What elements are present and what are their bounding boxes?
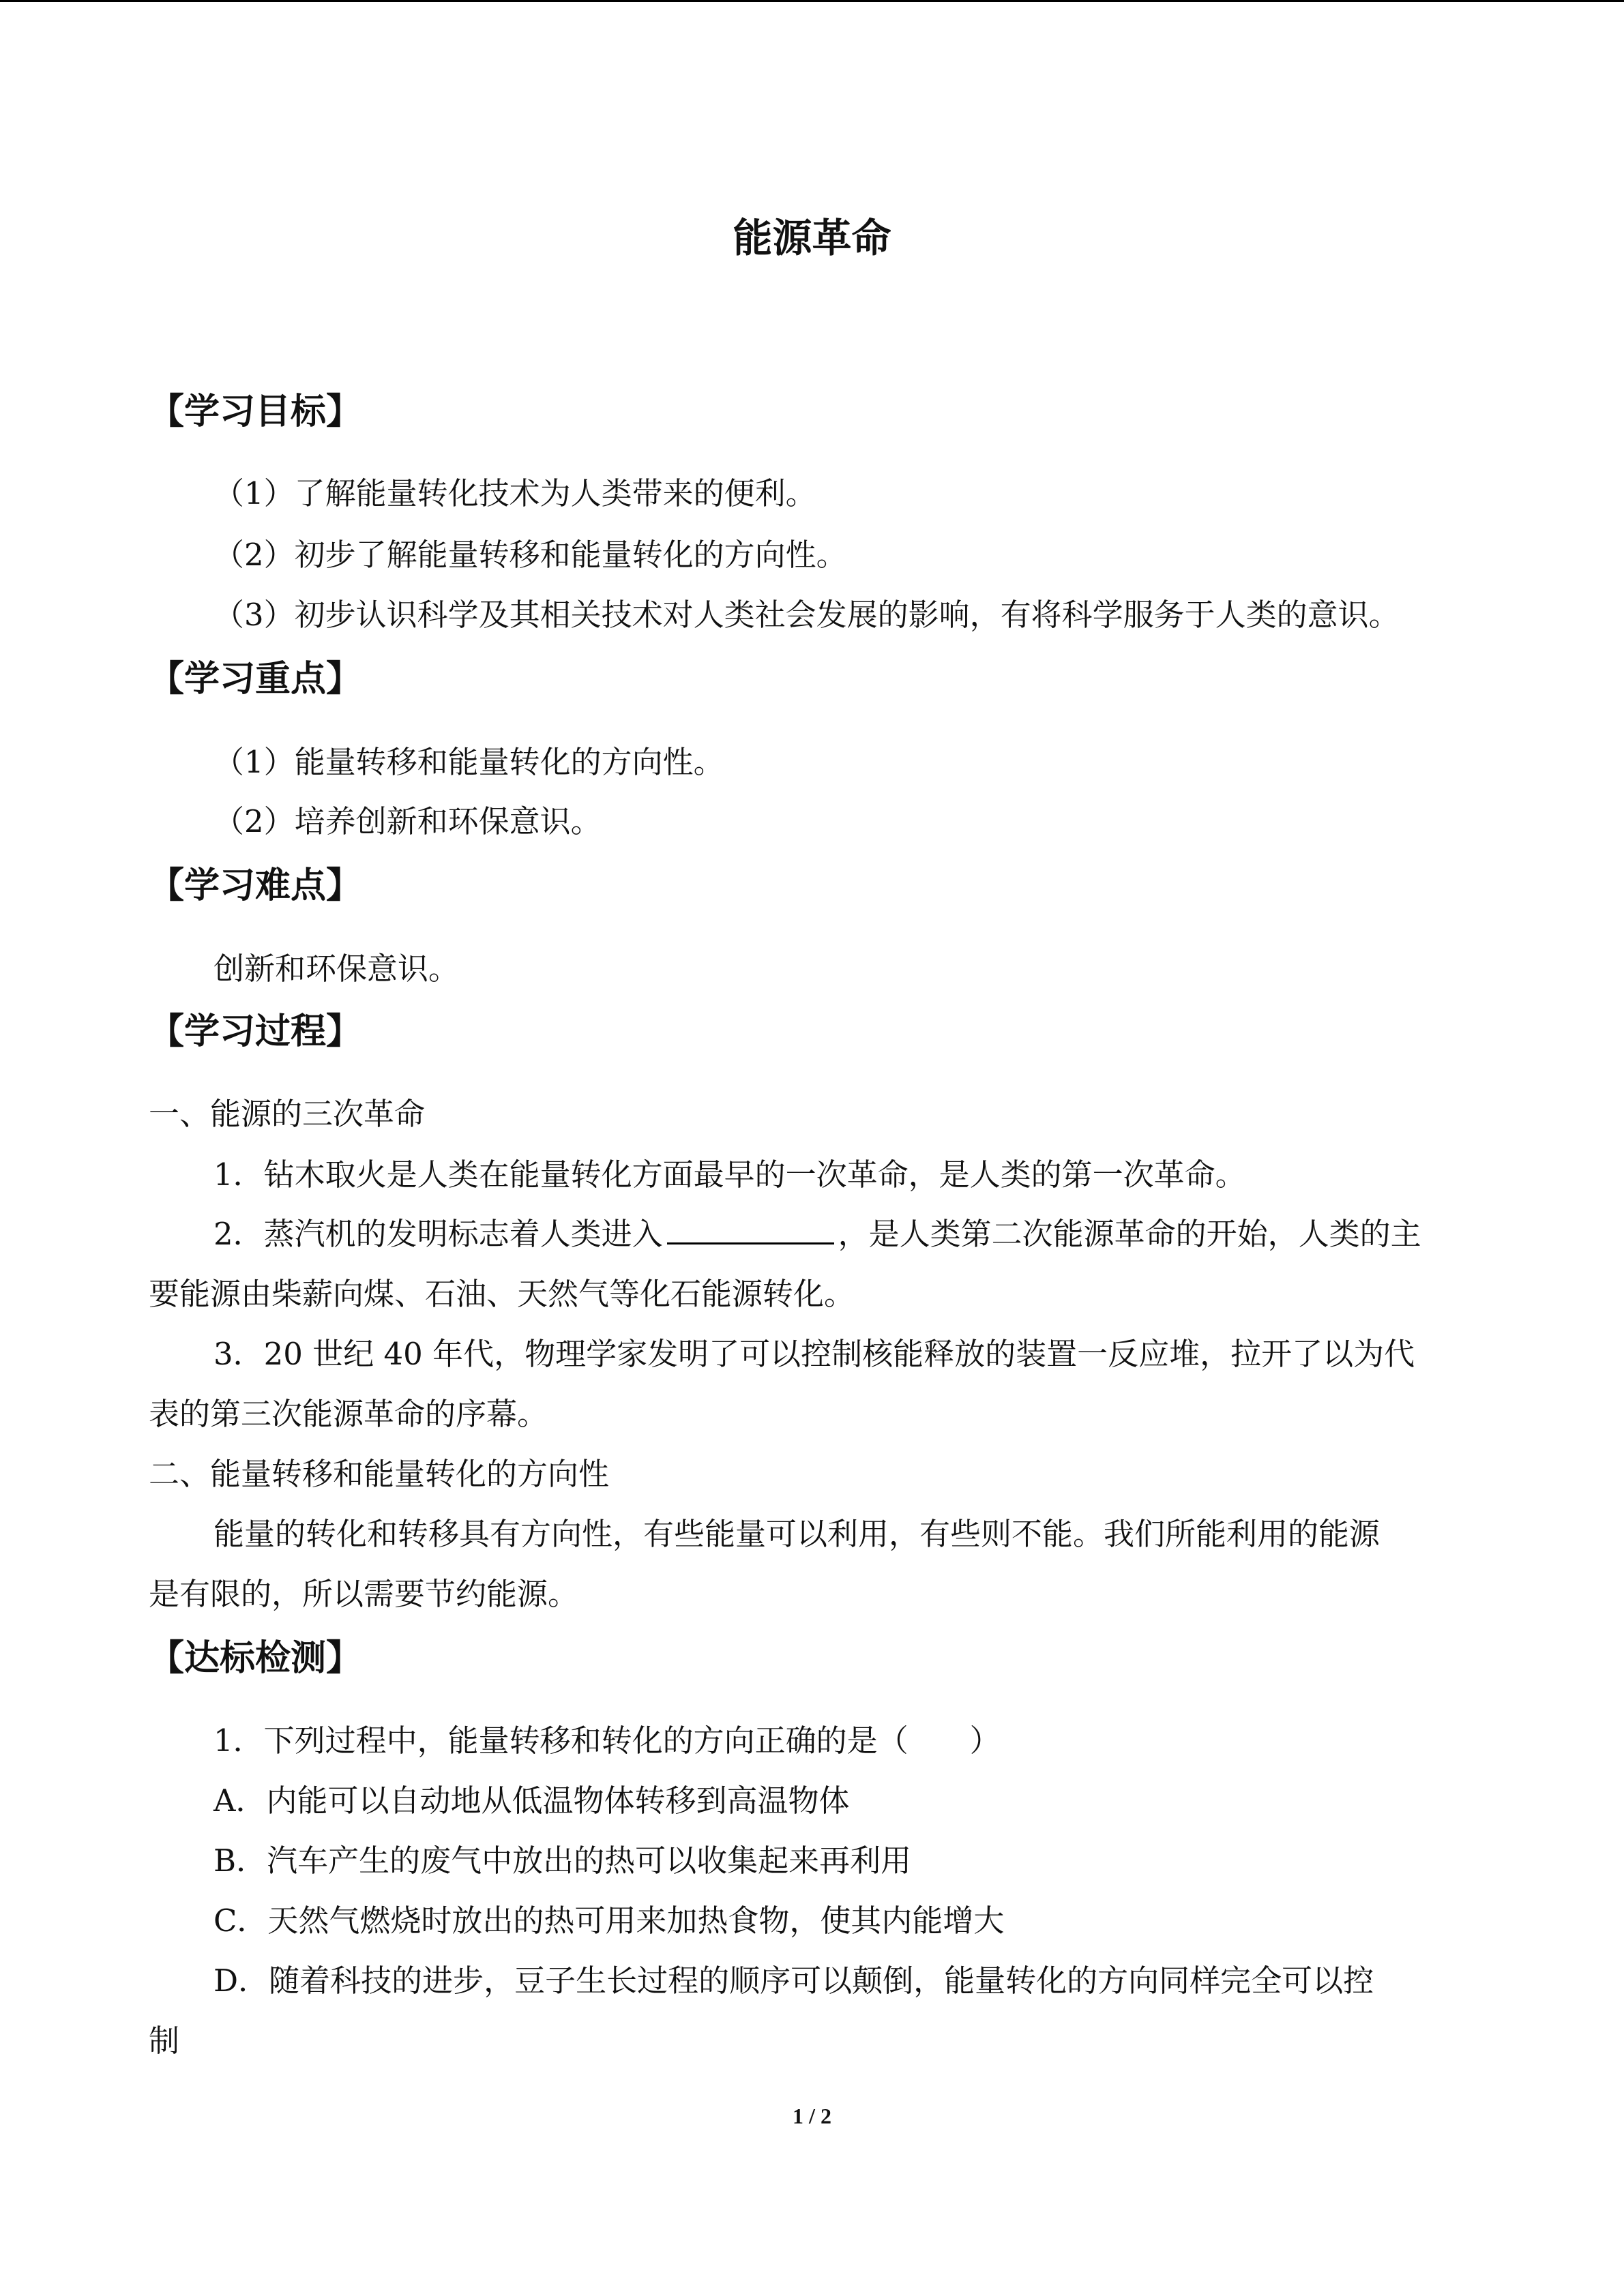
heading-learning-process: 【学习过程】 xyxy=(149,1011,362,1052)
process-paragraph-1: 1．钻木取火是人类在能量转化方面最早的一次革命，是人类的第一次革命。 xyxy=(213,1157,1246,1193)
process-paragraph-3-line-1: 3．20 世纪 40 年代，物理学家发明了可以控制核能释放的装置一反应堆，拉开了以为代 xyxy=(213,1336,1415,1372)
test-option-d-line-2: 制 xyxy=(149,2023,180,2059)
test-option-b: B．汽车产生的废气中放出的热可以收集起来再利用 xyxy=(213,1843,912,1879)
heading-difficulties: 【学习难点】 xyxy=(149,865,362,906)
document-title: 能源革命 xyxy=(733,215,891,261)
process-paragraph-4-line-2: 是有限的，所以需要节约能源。 xyxy=(149,1576,579,1612)
part-2-title: 二、能量转移和能量转化的方向性 xyxy=(149,1456,610,1492)
heading-learning-goals: 【学习目标】 xyxy=(149,391,362,432)
key-point-item-1: （1）能量转移和能量转化的方向性。 xyxy=(213,744,724,780)
key-point-item-2: （2）培养创新和环保意识。 xyxy=(213,803,602,839)
goal-item-3: （3）初步认识科学及其相关技术对人类社会发展的影响，有将科学服务于人类的意识。 xyxy=(213,597,1400,633)
process-paragraph-2-line-1 xyxy=(213,1215,1421,1253)
test-option-a: A．内能可以自动地从低温物体转移到高温物体 xyxy=(213,1783,850,1819)
difficulty-item-1: 创新和环保意识。 xyxy=(213,951,460,987)
page-number: 1 / 2 xyxy=(793,2104,831,2128)
goal-item-1: （1）了解能量转化技术为人类带来的便利。 xyxy=(213,475,816,511)
fill-in-blank[interactable] xyxy=(667,1215,834,1244)
process-paragraph-2-line-2: 要能源由柴薪向煤、石油、天然气等化石能源转化。 xyxy=(149,1276,855,1312)
process-paragraph-4-line-1: 能量的转化和转移具有方向性，有些能量可以利用，有些则不能。我们所能利用的能源 xyxy=(213,1516,1381,1552)
part-1-title: 一、能源的三次革命 xyxy=(149,1096,426,1132)
test-option-c: C．天然气燃烧时放出的热可用来加热食物，使其内能增大 xyxy=(213,1903,1005,1939)
test-question-1: 1．下列过程中，能量转移和转化的方向正确的是（ ） xyxy=(213,1723,1001,1759)
test-option-d-line-1: D．随着科技的进步，豆子生长过程的顺序可以颠倒，能量转化的方向同样完全可以控 xyxy=(213,1963,1374,1999)
paragraph-2-text-after-blank: ，是人类第二次能源革命的开始，人类的主 xyxy=(838,1216,1421,1252)
goal-item-2: （2）初步了解能量转移和能量转化的方向性。 xyxy=(213,537,847,573)
process-paragraph-3-line-2: 表的第三次能源革命的序幕。 xyxy=(149,1396,548,1432)
top-border-line xyxy=(0,0,1624,2)
heading-self-test: 【达标检测】 xyxy=(149,1638,362,1679)
heading-key-points: 【学习重点】 xyxy=(149,659,362,700)
paragraph-2-text-before-blank: 2．蒸汽机的发明标志着人类进入 xyxy=(213,1216,663,1252)
